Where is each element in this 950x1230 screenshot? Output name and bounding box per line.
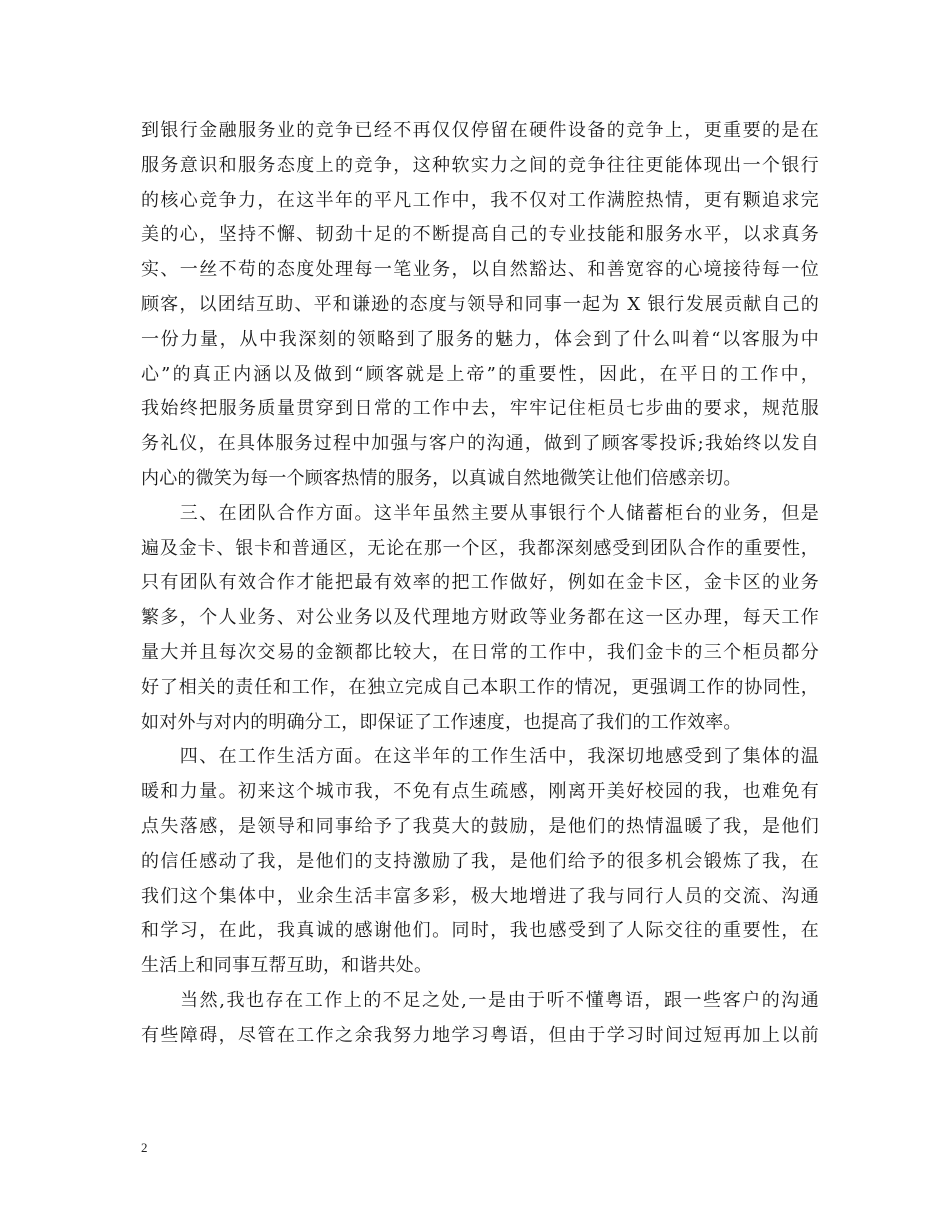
text-line: 生活上和同事互帮互助，和谐共处。 — [141, 955, 433, 977]
text-line: 有些障碍，尽管在工作之余我努力地学习粤语，但由于学习时间过短再加上以前 — [141, 1024, 819, 1046]
text-line: 到银行金融服务业的竞争已经不再仅仅停留在硬件设备的竞争上，更重要的是在 — [141, 120, 819, 141]
text-line: 务礼仪，在具体服务过程中加强与客户的沟通，做到了顾客零投诉;我始终以发自 — [141, 433, 819, 455]
text-line: 一份力量，从中我深刻的领略到了服务的魅力，体会到了什么叫着“以客服为中 — [141, 328, 819, 350]
text-line: 暖和力量。初来这个城市我，不免有点生疏感，刚离开美好校园的我，也难免有 — [141, 781, 819, 803]
text-line: 繁多，个人业务、对公业务以及代理地方财政等业务都在这一区办理，每天工作 — [141, 607, 819, 629]
page-number: 2 — [141, 1140, 148, 1155]
text-line: 服务意识和服务态度上的竞争，这种软实力之间的竞争往往更能体现出一个银行 — [141, 154, 819, 176]
text-line: 四、在工作生活方面。在这半年的工作生活中，我深切地感受到了集体的温 — [141, 746, 819, 768]
text-line: 和学习，在此，我真诚的感谢他们。同时，我也感受到了人际交往的重要性，在 — [141, 920, 819, 942]
text-line: 好了相关的责任和工作，在独立完成自己本职工作的情况，更强调工作的协同性， — [141, 676, 819, 698]
text-line: 实、一丝不苟的态度处理每一笔业务，以自然豁达、和善宽容的心境接待每一位 — [141, 259, 819, 281]
text-line: 三、在团队合作方面。这半年虽然主要从事银行个人储蓄柜台的业务，但是 — [141, 502, 819, 524]
text-line: 量大并且每次交易的金额都比较大，在日常的工作中，我们金卡的三个柜员都分 — [141, 641, 819, 663]
text-line: 如对外与对内的明确分工，即保证了工作速度，也提高了我们的工作效率。 — [141, 711, 742, 733]
text-line: 点失落感，是领导和同事给予了我莫大的鼓励，是他们的热情温暖了我，是他们 — [141, 815, 819, 837]
text-line: 的信任感动了我，是他们的支持激励了我，是他们给予的很多机会锻炼了我，在 — [141, 850, 819, 872]
text-line: 内心的微笑为每一个顾客热情的服务，以真诚自然地微笑让他们倍感亲切。 — [141, 467, 742, 489]
text-line: 美的心，坚持不懈、韧劲十足的不断提高自己的专业技能和服务水平，以求真务 — [141, 224, 819, 246]
body-text — [141, 114, 819, 1054]
text-line: 遍及金卡、银卡和普通区，无论在那一个区，我都深刻感受到团队合作的重要性， — [141, 537, 819, 559]
text-line: 的核心竞争力，在这半年的平凡工作中，我不仅对工作满腔热情，更有颗追求完 — [141, 189, 819, 211]
text-line: 只有团队有效合作才能把最有效率的把工作做好，例如在金卡区，金卡区的业务 — [141, 572, 819, 594]
text-line: 我始终把服务质量贯穿到日常的工作中去，牢牢记住柜员七步曲的要求，规范服 — [141, 398, 819, 420]
text-line: 当然,我也存在工作上的不足之处,一是由于听不懂粤语，跟一些客户的沟通 — [141, 989, 819, 1011]
text-line: 心”的真正内涵以及做到“顾客就是上帝”的重要性，因此，在平日的工作中， — [141, 363, 819, 385]
text-line: 顾客，以团结互助、平和谦逊的态度与领导和同事一起为 X 银行发展贡献自己的 — [141, 293, 819, 315]
text-line: 我们这个集体中，业余生活丰富多彩，极大地增进了我与同行人员的交流、沟通 — [141, 885, 819, 907]
